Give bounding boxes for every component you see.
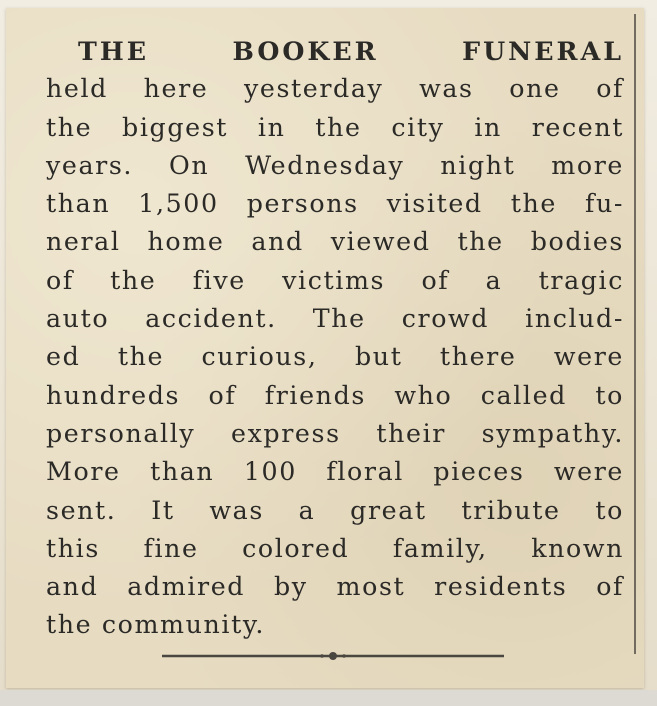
article-text — [46, 32, 624, 645]
article-line: More than 100 floral pieces were — [46, 457, 624, 487]
article-line: held here yesterday was one of — [46, 74, 624, 104]
headline: THE BOOKER FUNERAL — [78, 36, 624, 66]
article-line: the biggest in the city in recent — [46, 112, 624, 142]
article-line: neral home and viewed the bodies — [46, 227, 624, 257]
article-line: this fine colored family, known — [46, 533, 624, 563]
article-line: the community. — [46, 610, 266, 640]
article-line: ed the curious, but there were — [46, 342, 624, 372]
headline-line — [46, 32, 624, 70]
article-line: of the five victims of a tragic — [46, 265, 624, 295]
ornamental-divider — [160, 650, 506, 662]
article-line: auto accident. The crowd includ- — [46, 304, 624, 334]
article-line: hundreds of friends who called to — [46, 380, 624, 410]
article-line: and admired by most residents of — [46, 572, 624, 602]
column-rule — [634, 14, 636, 654]
article-line: personally express their sympathy. — [46, 418, 624, 448]
article-line: sent. It was a great tribute to — [46, 495, 624, 525]
article-line: years. On Wednesday night more — [46, 150, 624, 180]
article-line: than 1,500 persons visited the fu- — [46, 189, 624, 219]
scan-bottom-edge — [0, 690, 657, 706]
